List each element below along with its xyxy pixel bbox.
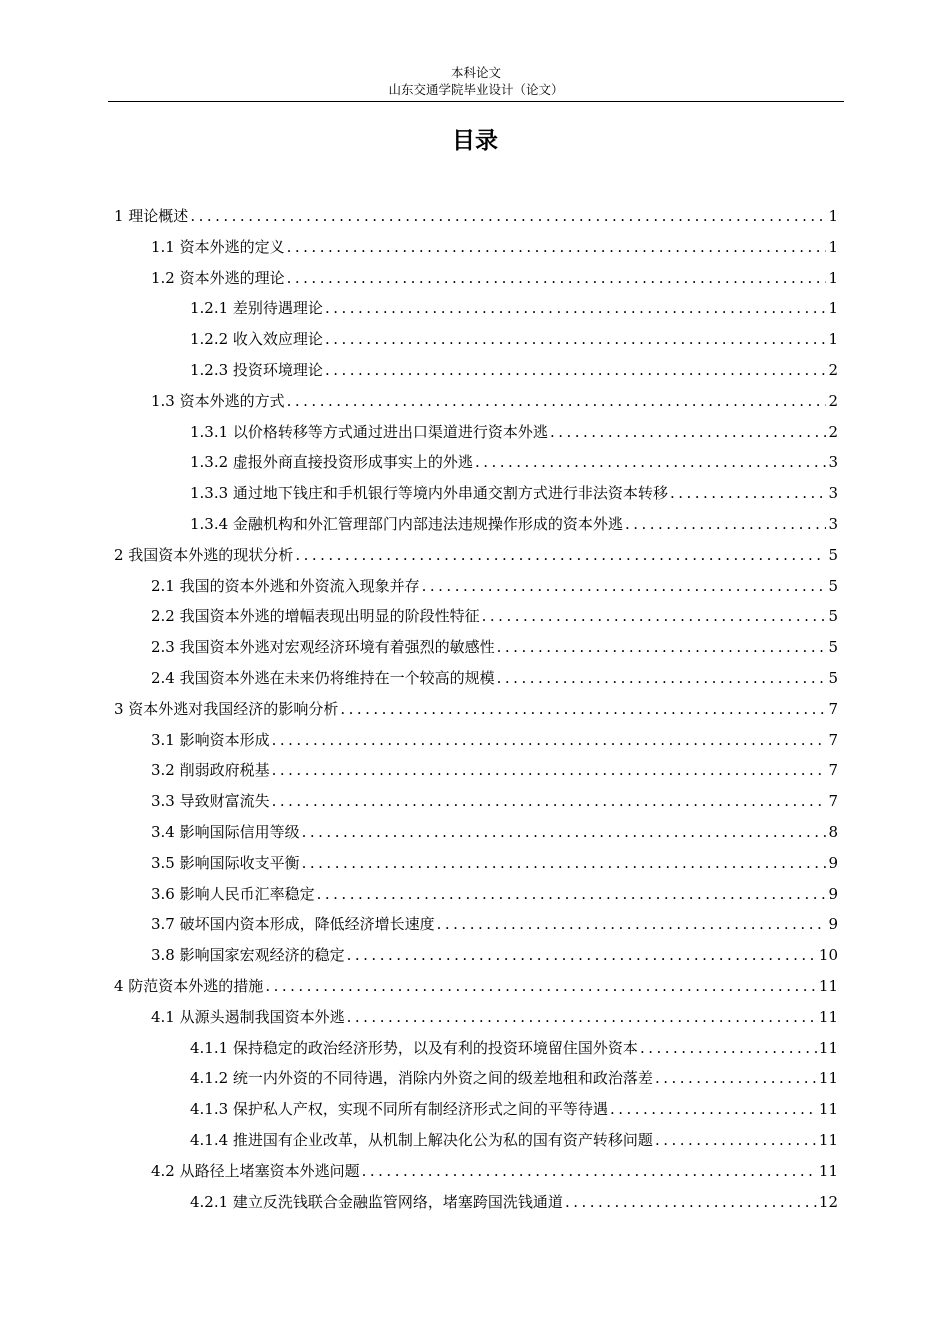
toc-entry[interactable] bbox=[114, 201, 838, 232]
dot-leader bbox=[497, 632, 827, 663]
dot-leader bbox=[190, 201, 826, 232]
toc-entry-title: 1.3 资本外逃的方式 bbox=[151, 391, 285, 410]
dot-leader bbox=[362, 1156, 817, 1187]
toc-entry-title: 3.5 影响国际收支平衡 bbox=[151, 853, 300, 872]
dot-leader bbox=[437, 909, 827, 940]
toc-entry-page-number: 11 bbox=[818, 976, 838, 995]
toc-entry[interactable] bbox=[114, 848, 838, 879]
toc-entry-page-number: 5 bbox=[828, 638, 838, 657]
toc-entry[interactable] bbox=[114, 971, 838, 1002]
toc-entry[interactable] bbox=[114, 293, 838, 324]
toc-entry-page-number: 11 bbox=[818, 1069, 838, 1088]
toc-entry-page-number: 1 bbox=[828, 299, 838, 318]
dot-leader bbox=[272, 725, 827, 756]
toc-entry-page-number: 5 bbox=[828, 607, 838, 626]
toc-entry-title: 3 资本外逃对我国经济的影响分析 bbox=[114, 699, 339, 718]
dot-leader bbox=[340, 694, 826, 725]
toc-entry-page-number: 1 bbox=[828, 237, 838, 256]
toc-entry[interactable] bbox=[114, 601, 838, 632]
toc-entry-title: 3.6 影响人民币汇率稳定 bbox=[151, 884, 315, 903]
toc-entry-page-number: 10 bbox=[818, 946, 838, 965]
toc-entry-title: 4.1.1 保持稳定的政治经济形势，以及有利的投资环境留住国外资本 bbox=[190, 1038, 638, 1057]
toc-entry[interactable] bbox=[114, 909, 838, 940]
dot-leader bbox=[302, 817, 827, 848]
toc-entry-title: 1.3.4 金融机构和外汇管理部门内部违法违规操作形成的资本外逃 bbox=[190, 514, 623, 533]
toc-entry[interactable] bbox=[114, 632, 838, 663]
toc-entry[interactable] bbox=[114, 1063, 838, 1094]
toc-entry-title: 1.2.2 收入效应理论 bbox=[190, 330, 323, 349]
dot-leader bbox=[302, 848, 827, 879]
dot-leader bbox=[287, 386, 827, 417]
toc-entry-page-number: 9 bbox=[828, 915, 838, 934]
toc-entry[interactable] bbox=[114, 1002, 838, 1033]
dot-leader bbox=[422, 571, 827, 602]
dot-leader bbox=[325, 293, 827, 324]
toc-entry-title: 4.1 从源头遏制我国资本外逃 bbox=[151, 1007, 345, 1026]
dot-leader bbox=[325, 324, 827, 355]
toc-entry-page-number: 7 bbox=[828, 730, 838, 749]
toc-entry-page-number: 1 bbox=[828, 268, 838, 287]
header-line-1: 本科论文 bbox=[450, 65, 501, 80]
dot-leader bbox=[670, 478, 827, 509]
toc-entry-page-number: 9 bbox=[828, 853, 838, 872]
toc-entry[interactable] bbox=[114, 786, 838, 817]
toc-entry-title: 4.2 从路径上堵塞资本外逃问题 bbox=[151, 1161, 360, 1180]
toc-entry[interactable] bbox=[114, 324, 838, 355]
dot-leader bbox=[610, 1094, 817, 1125]
dot-leader bbox=[655, 1125, 817, 1156]
toc-entry[interactable] bbox=[114, 509, 838, 540]
toc-entry[interactable] bbox=[114, 663, 838, 694]
dot-leader bbox=[272, 755, 827, 786]
toc-entry-title: 3.2 削弱政府税基 bbox=[151, 761, 270, 780]
toc-entry-page-number: 7 bbox=[828, 761, 838, 780]
toc-entry[interactable] bbox=[114, 447, 838, 478]
toc-entry-title: 2.2 我国资本外逃的增幅表现出明显的阶段性特征 bbox=[151, 607, 480, 626]
toc-entry-page-number: 3 bbox=[828, 453, 838, 472]
toc-entry-page-number: 3 bbox=[828, 484, 838, 503]
toc-entry[interactable] bbox=[114, 540, 838, 571]
toc-entry-title: 1 理论概述 bbox=[114, 207, 189, 225]
dot-leader bbox=[550, 417, 827, 448]
toc-entry[interactable] bbox=[114, 571, 838, 602]
dot-leader bbox=[640, 1033, 817, 1064]
toc-entry-title: 3.7 破坏国内资本形成，降低经济增长速度 bbox=[151, 915, 435, 934]
toc-entry-page-number: 7 bbox=[828, 699, 838, 718]
table-of-contents bbox=[114, 201, 838, 1217]
dot-leader bbox=[287, 232, 827, 263]
dot-leader bbox=[317, 879, 827, 910]
toc-entry-page-number: 9 bbox=[828, 884, 838, 903]
toc-entry[interactable] bbox=[114, 1156, 838, 1187]
toc-entry-title: 4.1.4 推进国有企业改革，从机制上解决化公为私的国有资产转移问题 bbox=[190, 1130, 653, 1149]
dot-leader bbox=[625, 509, 827, 540]
toc-entry-page-number: 3 bbox=[828, 514, 838, 533]
toc-entry-page-number: 5 bbox=[828, 668, 838, 687]
toc-entry-title: 4.1.3 保护私人产权，实现不同所有制经济形式之间的平等待遇 bbox=[190, 1100, 608, 1119]
toc-entry-page-number: 1 bbox=[828, 207, 838, 225]
toc-entry[interactable] bbox=[114, 417, 838, 448]
toc-entry-page-number: 11 bbox=[818, 1100, 838, 1119]
toc-entry-page-number: 8 bbox=[828, 822, 838, 841]
toc-entry-title: 1.3.3 通过地下钱庄和手机银行等境内外串通交割方式进行非法资本转移 bbox=[190, 484, 668, 503]
toc-entry-title: 1.2.3 投资环境理论 bbox=[190, 360, 323, 379]
toc-entry-page-number: 1 bbox=[828, 330, 838, 349]
toc-entry-title: 3.1 影响资本形成 bbox=[151, 730, 270, 749]
header-line-2: 山东交通学院毕业设计（论文） bbox=[388, 82, 564, 97]
dot-leader bbox=[475, 447, 827, 478]
toc-entry-title: 2.3 我国资本外逃对宏观经济环境有着强烈的敏感性 bbox=[151, 638, 495, 657]
dot-leader bbox=[565, 1187, 817, 1218]
toc-entry[interactable] bbox=[114, 478, 838, 509]
toc-entry-title: 4.2.1 建立反洗钱联合金融监管网络，堵塞跨国洗钱通道 bbox=[190, 1192, 563, 1211]
toc-entry[interactable] bbox=[114, 232, 838, 263]
toc-entry-page-number: 5 bbox=[828, 576, 838, 595]
dot-leader bbox=[497, 663, 827, 694]
toc-entry[interactable] bbox=[114, 879, 838, 910]
page-title: 目录 bbox=[452, 128, 498, 154]
toc-entry-page-number: 11 bbox=[818, 1130, 838, 1149]
dot-leader bbox=[287, 263, 827, 294]
toc-entry[interactable] bbox=[114, 940, 838, 971]
toc-entry-page-number: 11 bbox=[818, 1161, 838, 1180]
dot-leader bbox=[482, 601, 827, 632]
toc-entry-title: 4.1.2 统一内外资的不同待遇，消除内外资之间的级差地租和政治落差 bbox=[190, 1069, 653, 1088]
dot-leader bbox=[325, 355, 827, 386]
toc-entry-title: 2 我国资本外逃的现状分析 bbox=[114, 545, 294, 564]
toc-entry-page-number: 5 bbox=[828, 545, 838, 564]
toc-entry-page-number: 2 bbox=[828, 391, 838, 410]
toc-entry[interactable] bbox=[114, 263, 838, 294]
toc-entry-title: 1.2 资本外逃的理论 bbox=[151, 268, 285, 287]
dot-leader bbox=[265, 971, 817, 1002]
toc-entry[interactable] bbox=[114, 694, 838, 725]
toc-entry-title: 3.8 影响国家宏观经济的稳定 bbox=[151, 946, 345, 965]
toc-entry[interactable] bbox=[114, 817, 838, 848]
toc-entry[interactable] bbox=[114, 386, 838, 417]
toc-entry-page-number: 12 bbox=[818, 1192, 838, 1211]
toc-entry-title: 4 防范资本外逃的措施 bbox=[114, 976, 264, 995]
dot-leader bbox=[347, 940, 817, 971]
toc-entry[interactable] bbox=[114, 355, 838, 386]
header-divider bbox=[108, 101, 844, 102]
dot-leader bbox=[295, 540, 826, 571]
page-header bbox=[108, 64, 844, 98]
toc-entry[interactable] bbox=[114, 1125, 838, 1156]
toc-entry-page-number: 2 bbox=[828, 360, 838, 379]
toc-entry-title: 2.1 我国的资本外逃和外资流入现象并存 bbox=[151, 576, 420, 595]
toc-entry-title: 1.2.1 差别待遇理论 bbox=[190, 299, 323, 318]
toc-entry-title: 1.3.1 以价格转移等方式通过进出口渠道进行资本外逃 bbox=[190, 422, 548, 441]
toc-entry-title: 1.3.2 虚报外商直接投资形成事实上的外逃 bbox=[190, 453, 473, 472]
toc-entry-title: 3.3 导致财富流失 bbox=[151, 792, 270, 811]
dot-leader bbox=[347, 1002, 817, 1033]
toc-entry[interactable] bbox=[114, 1033, 838, 1064]
toc-entry[interactable] bbox=[114, 1187, 838, 1218]
toc-entry[interactable] bbox=[114, 755, 838, 786]
toc-entry-page-number: 11 bbox=[818, 1007, 838, 1026]
toc-entry-page-number: 11 bbox=[818, 1038, 838, 1057]
toc-entry[interactable] bbox=[114, 725, 838, 756]
toc-entry-title: 3.4 影响国际信用等级 bbox=[151, 822, 300, 841]
toc-entry-title: 1.1 资本外逃的定义 bbox=[151, 237, 285, 256]
dot-leader bbox=[272, 786, 827, 817]
toc-entry-page-number: 2 bbox=[828, 422, 838, 441]
toc-entry-title: 2.4 我国资本外逃在未来仍将维持在一个较高的规模 bbox=[151, 668, 495, 687]
toc-entry-page-number: 7 bbox=[828, 792, 838, 811]
toc-entry[interactable] bbox=[114, 1094, 838, 1125]
dot-leader bbox=[655, 1063, 817, 1094]
